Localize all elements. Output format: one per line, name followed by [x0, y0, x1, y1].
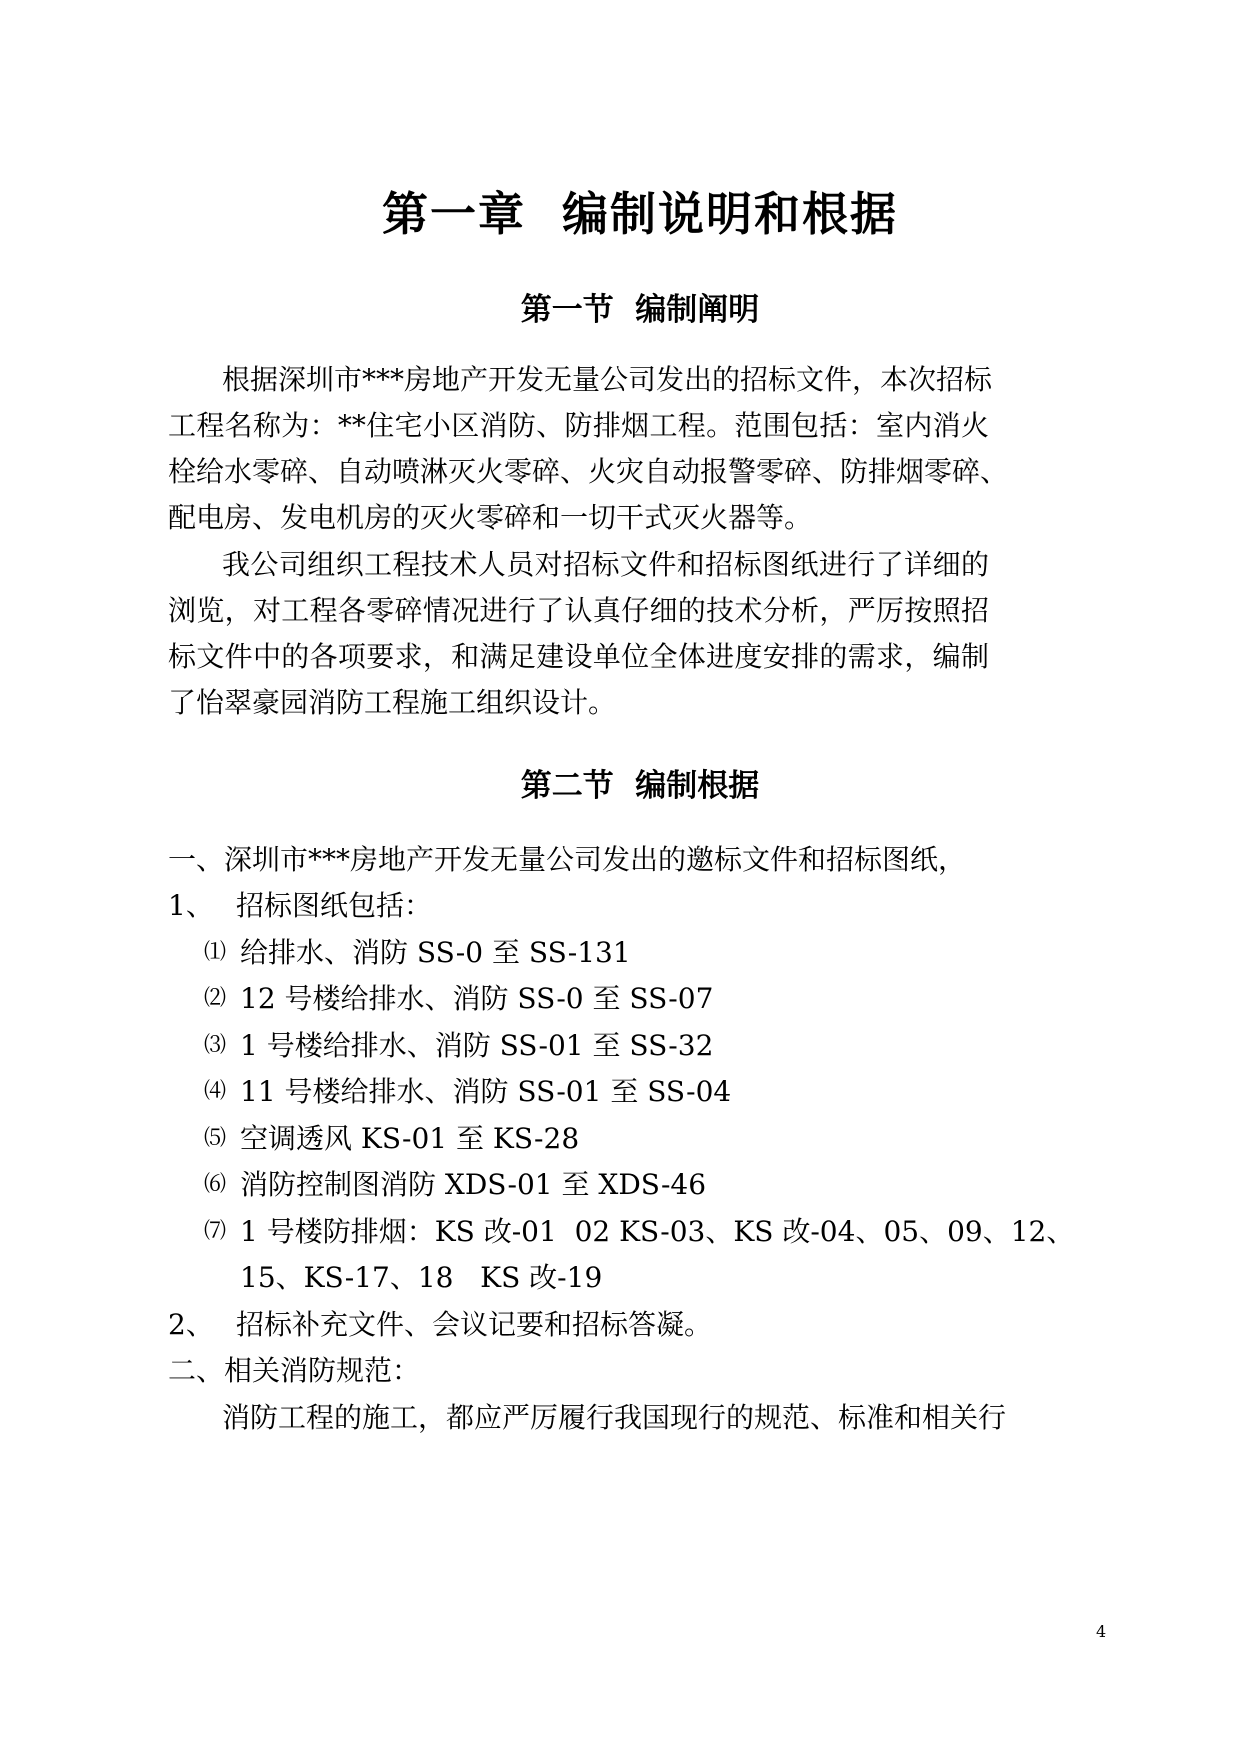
paragraph-line: 消防工程的施工，都应严厉履行我国现行的规范、标准和相关行: [222, 1401, 1007, 1434]
drawing-item-number: ⑹: [204, 1172, 227, 1197]
paragraph-line: 工程名称为：**住宅小区消防、防排烟工程。范围包括：室内消火: [168, 409, 989, 442]
drawing-item-continuation: 15、KS-17、18 KS 改-19: [240, 1261, 603, 1294]
paragraph-line: 栓给水零碎、自动喷淋灭火零碎、火灾自动报警零碎、防排烟零碎、: [168, 455, 1009, 488]
chapter-title: 第一章 编制说明和根据: [381, 187, 899, 241]
drawing-item-number: ⑵: [204, 986, 227, 1011]
drawing-item-number: ⑶: [204, 1033, 227, 1058]
paragraph-line: 了怡翠豪园消防工程施工组织设计。: [168, 686, 617, 719]
drawing-item-text: 消防控制图消防 XDS-01 至 XDS-46: [240, 1168, 707, 1201]
list-item-level1: 一、深圳市***房地产开发无量公司发出的邀标文件和招标图纸，: [168, 843, 967, 876]
list-item-number: 2、: [168, 1308, 214, 1341]
list-item-level1: 二、相关消防规范：: [168, 1354, 421, 1387]
drawing-item-text: 空调透风 KS-01 至 KS-28: [240, 1122, 580, 1155]
section-title-1: 第一节 编制阐明: [520, 292, 760, 328]
list-item-text: 招标图纸包括：: [236, 889, 433, 922]
paragraph-line: 我公司组织工程技术人员对招标文件和招标图纸进行了详细的: [222, 548, 989, 581]
page-number: 4: [1096, 1622, 1107, 1641]
section-title-2: 第二节 编制根据: [520, 768, 760, 804]
drawing-item-text: 1 号楼防排烟：KS 改-01 02 KS-03、KS 改-04、05、09、12、: [240, 1215, 1075, 1248]
list-item-text: 招标补充文件、会议记要和招标答凝。: [236, 1308, 713, 1341]
drawing-item-number: ⑴: [204, 940, 227, 965]
drawing-item-number: ⑸: [204, 1126, 227, 1151]
drawing-item-text: 11 号楼给排水、消防 SS-01 至 SS-04: [240, 1075, 732, 1108]
paragraph-line: 根据深圳市***房地产开发无量公司发出的招标文件，本次招标: [222, 363, 993, 396]
list-item-number: 1、: [168, 889, 214, 922]
drawing-item-number: ⑷: [204, 1079, 227, 1104]
drawing-item-text: 1 号楼给排水、消防 SS-01 至 SS-32: [240, 1029, 714, 1062]
drawing-item-text: 12 号楼给排水、消防 SS-0 至 SS-07: [240, 982, 714, 1015]
paragraph-line: 浏览，对工程各零碎情况进行了认真仔细的技术分析，严厉按照招: [168, 594, 989, 627]
paragraph-line: 标文件中的各项要求，和满足建设单位全体进度安排的需求，编制: [168, 640, 989, 673]
paragraph-line: 配电房、发电机房的灭火零碎和一切干式灭火器等。: [168, 501, 813, 534]
drawing-item-text: 给排水、消防 SS-0 至 SS-131: [240, 936, 631, 969]
drawing-item-number: ⑺: [204, 1219, 227, 1244]
